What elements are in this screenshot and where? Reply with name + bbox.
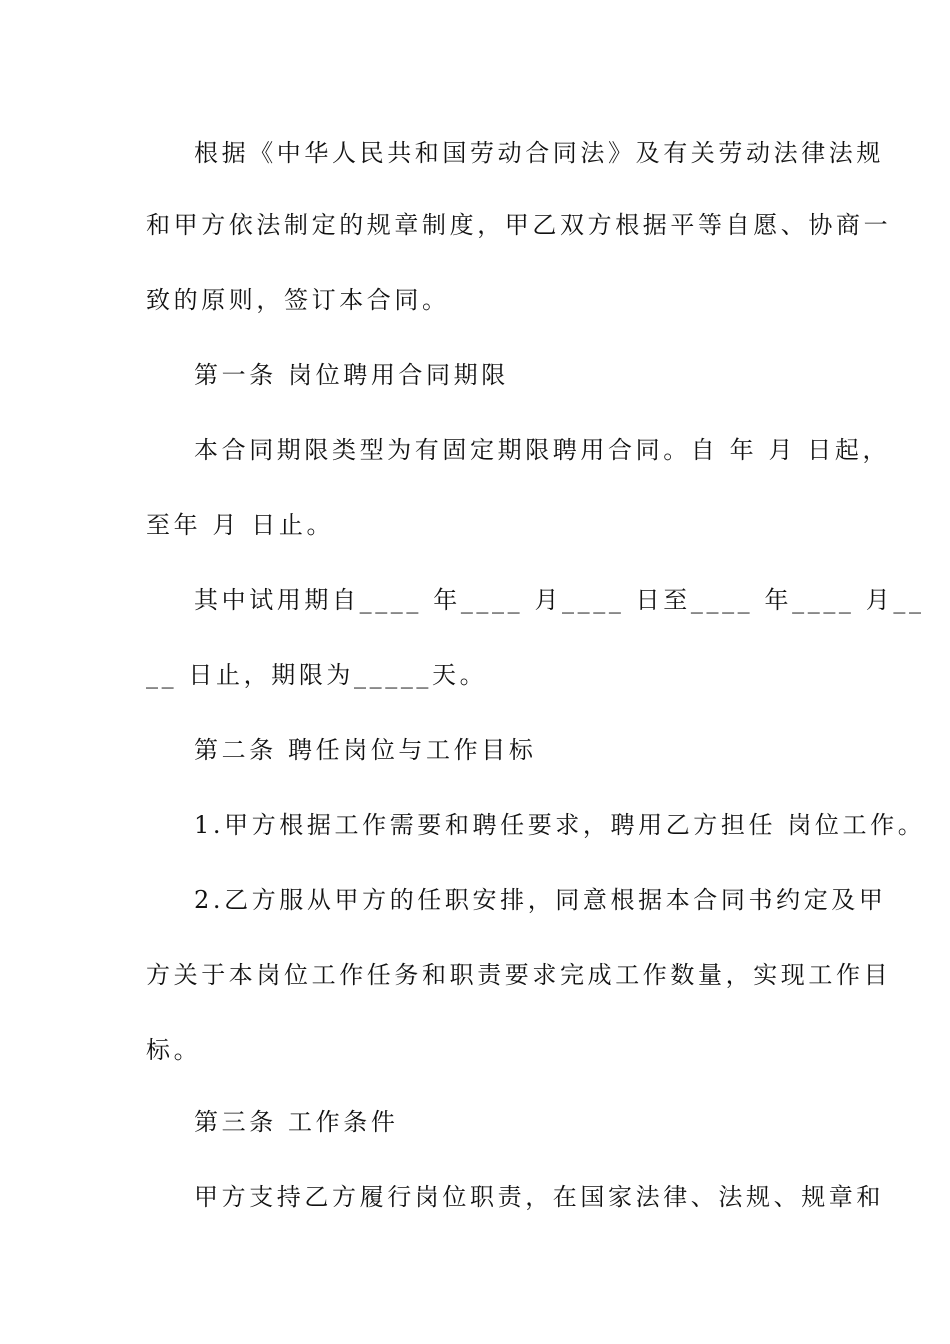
paragraph-line: 1.甲方根据工作需要和聘任要求，聘用乙方担任 岗位工作。 — [194, 811, 926, 839]
paragraph-line: 甲方支持乙方履行岗位职责，在国家法律、法规、规章和 — [194, 1183, 884, 1211]
section-heading: 第三条 工作条件 — [194, 1108, 399, 1136]
paragraph-line: 根据《中华人民共和国劳动合同法》及有关劳动法律法规 — [194, 139, 884, 167]
paragraph-line: 2.乙方服从甲方的任职安排，同意根据本合同书约定及甲 — [194, 886, 887, 914]
paragraph-line: 至年 月 日止。 — [146, 511, 335, 539]
paragraph-line: 其中试用期自____ 年____ 月____ 日至____ 年____ 月__ — [194, 586, 925, 614]
paragraph-line: 本合同期限类型为有固定期限聘用合同。自 年 月 日起， — [194, 436, 891, 464]
paragraph-line: 方关于本岗位工作任务和职责要求完成工作数量，实现工作目 — [146, 961, 892, 989]
paragraph-line: 和甲方依法制定的规章制度，甲乙双方根据平等自愿、协商一 — [146, 211, 892, 239]
paragraph-line: 致的原则，签订本合同。 — [146, 286, 450, 314]
section-heading: 第一条 岗位聘用合同期限 — [194, 361, 509, 389]
section-heading: 第二条 聘任岗位与工作目标 — [194, 736, 537, 764]
paragraph-line: __ 日止，期限为_____天。 — [146, 661, 488, 689]
paragraph-line: 标。 — [146, 1036, 202, 1064]
